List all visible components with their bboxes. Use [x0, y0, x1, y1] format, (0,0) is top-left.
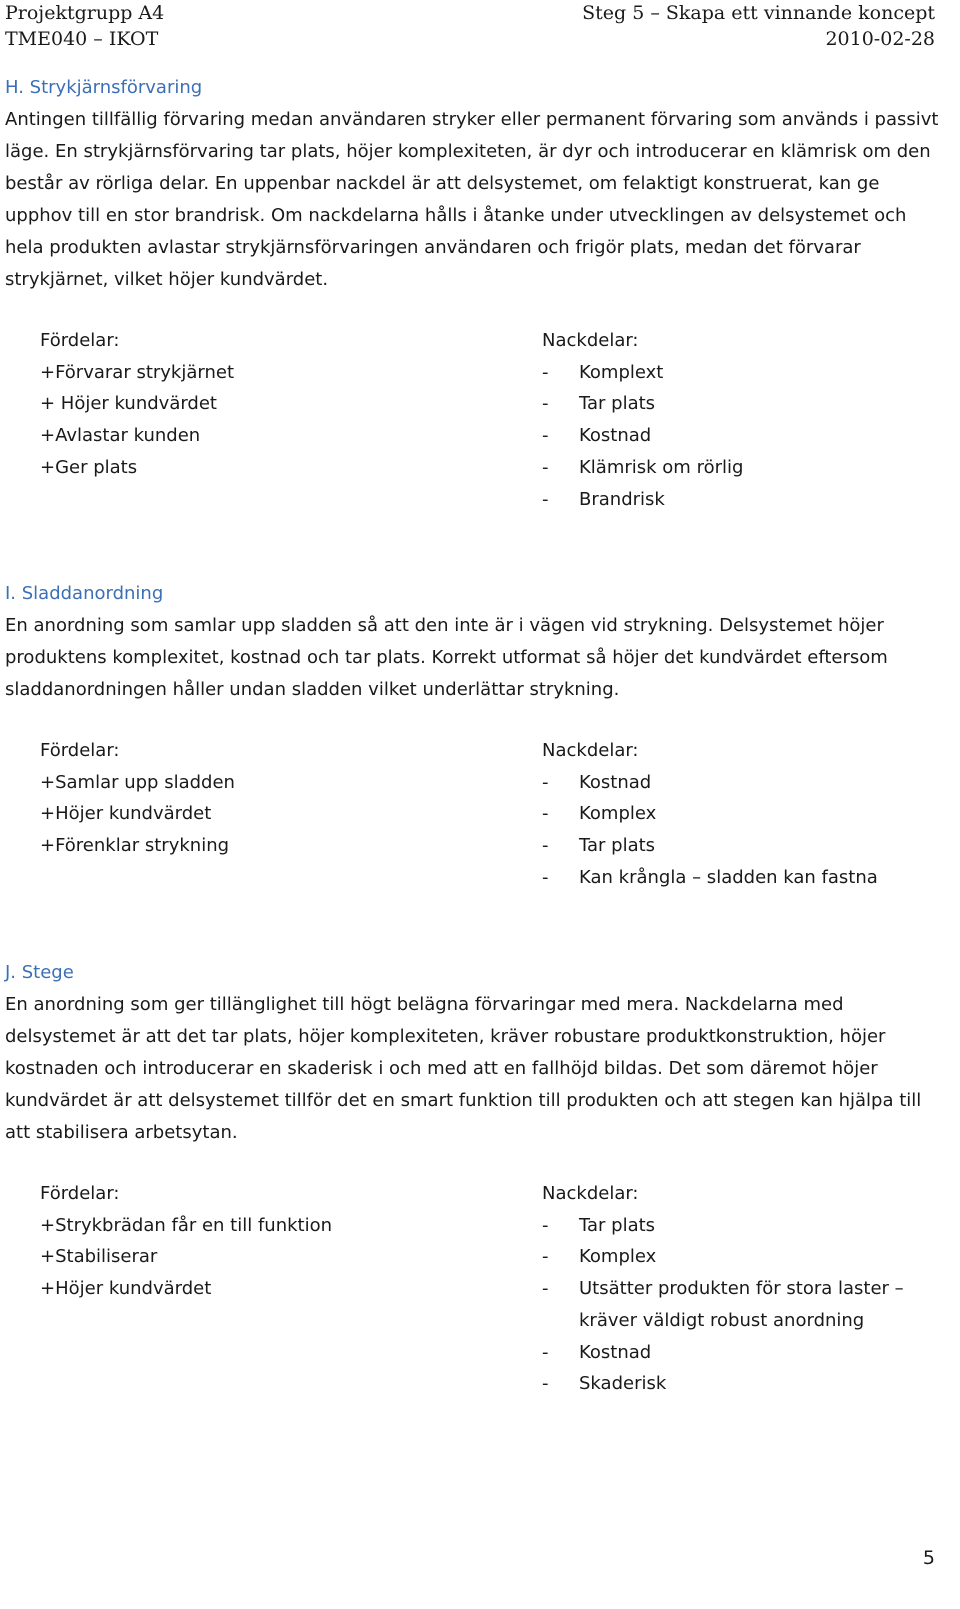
cons-item — [542, 1241, 922, 1273]
dash-bullet: - — [542, 488, 549, 510]
pros-item: +Samlar upp sladden — [40, 771, 235, 793]
dash-bullet: - — [542, 1278, 549, 1300]
cons-item-text: Skaderisk — [579, 1373, 667, 1395]
cons-item — [542, 484, 942, 516]
dash-bullet: - — [542, 425, 549, 447]
cons-item-text: Komplex — [579, 803, 657, 825]
pros-list — [40, 325, 510, 484]
cons-item — [542, 420, 942, 452]
pros-label: Fördelar: — [40, 740, 120, 761]
cons-item-text: Komplext — [579, 361, 664, 383]
cons-item-text: Utsätter produkten för stora laster – kräver väldigt robust anordning — [579, 1278, 904, 1331]
cons-item-text: Kostnad — [579, 771, 652, 793]
pros-item: +Höjer kundvärdet — [40, 1278, 212, 1300]
header-course-code: TME040 – IKOT — [5, 28, 159, 50]
cons-item — [542, 1273, 922, 1336]
header-left — [5, 0, 164, 52]
cons-list — [542, 325, 942, 515]
pros-item: +Höjer kundvärdet — [40, 803, 212, 825]
section-title: J. Stege — [5, 962, 74, 983]
pros-list — [40, 1178, 510, 1305]
pros-label: Fördelar: — [40, 330, 120, 351]
cons-label: Nackdelar: — [542, 330, 639, 351]
dash-bullet: - — [542, 771, 549, 793]
cons-item-text: Kostnad — [579, 1341, 652, 1363]
section-body: Antingen tillfällig förvaring medan användaren stryker eller permanent förvaring som används i passivt läge. En strykjärnsförvaring tar plats, höjer komplexiteten, är dyr och introducerar en klämrisk om den består av rörliga delar. En uppenbar nackdel är att delsystemet, om felaktigt konstruerat, kan ge upphov till en stor brandrisk. Om nackdelarna hålls i åtanke under utvecklingen av delsystemet och hela produkten avlastar strykjärnsförvaringen användaren och frigör plats, medan det förvarar strykjärnet, vilket höjer kundvärdet. — [5, 109, 939, 290]
pros-item: +Strykbrädan får en till funktion — [40, 1214, 333, 1236]
dash-bullet: - — [542, 1246, 549, 1268]
cons-item-text: Tar plats — [579, 393, 656, 415]
pros-item: +Förenklar strykning — [40, 835, 230, 857]
cons-item-text: Tar plats — [579, 835, 656, 857]
dash-bullet: - — [542, 361, 549, 383]
cons-item-text: Klämrisk om rörlig — [579, 456, 744, 478]
cons-label: Nackdelar: — [542, 1183, 639, 1204]
dash-bullet: - — [542, 866, 549, 888]
header-date: 2010-02-28 — [825, 28, 935, 50]
pros-item: + Höjer kundvärdet — [40, 393, 217, 415]
cons-list — [542, 1178, 922, 1400]
dash-bullet: - — [542, 1214, 549, 1236]
cons-item — [542, 1210, 922, 1242]
dash-bullet: - — [542, 1373, 549, 1395]
section-j — [5, 957, 940, 1149]
cons-item-text: Tar plats — [579, 1214, 656, 1236]
cons-item-text: Brandrisk — [579, 488, 665, 510]
pros-item: +Avlastar kunden — [40, 425, 201, 447]
header-project-group: Projektgrupp A4 — [5, 2, 165, 24]
dash-bullet: - — [542, 1341, 549, 1363]
cons-item-text: Komplex — [579, 1246, 657, 1268]
cons-item — [542, 830, 942, 862]
cons-item — [542, 862, 942, 894]
section-h — [5, 72, 940, 296]
cons-item — [542, 798, 942, 830]
pros-label: Fördelar: — [40, 1183, 120, 1204]
section-body: En anordning som samlar upp sladden så att den inte är i vägen vid strykning. Delsystemet höjer produktens komplexitet, kostnad och tar plats. Korrekt utformat så höjer det kundvärdet eftersom sladdanordningen håller undan sladden vilket underlättar strykning. — [5, 615, 888, 700]
cons-item — [542, 388, 942, 420]
cons-item-text: Kan krångla – sladden kan fastna — [579, 866, 878, 888]
pros-item: +Stabiliserar — [40, 1246, 158, 1268]
cons-item — [542, 767, 942, 799]
cons-item — [542, 452, 942, 484]
pros-item: +Ger plats — [40, 456, 138, 478]
cons-item — [542, 1337, 922, 1369]
section-i — [5, 578, 940, 706]
section-title: H. Strykjärnsförvaring — [5, 77, 203, 98]
cons-item — [542, 357, 942, 389]
pros-item: +Förvarar strykjärnet — [40, 361, 235, 383]
dash-bullet: - — [542, 393, 549, 415]
header-right — [582, 0, 935, 52]
cons-item-text: Kostnad — [579, 425, 652, 447]
pros-list — [40, 735, 510, 862]
cons-label: Nackdelar: — [542, 740, 639, 761]
page-number: 5 — [922, 1547, 935, 1569]
section-body: En anordning som ger tillänglighet till högt belägna förvaringar med mera. Nackdelarna med delsystemet är att det tar plats, höjer komplexiteten, kräver robustare produktkonstruktion, höjer kostnaden och introducerar en skaderisk i och med att en fallhöjd bildas. Det som däremot höjer kundvärdet är att delsystemet tillför det en smart funktion till produkten och att stegen kan hjälpa till att stabilisera arbetsytan. — [5, 994, 922, 1143]
cons-item — [542, 1368, 922, 1400]
dash-bullet: - — [542, 803, 549, 825]
header-step-title: Steg 5 – Skapa ett vinnande koncept — [582, 2, 935, 24]
cons-list — [542, 735, 942, 894]
section-title: I. Sladdanordning — [5, 583, 164, 604]
dash-bullet: - — [542, 835, 549, 857]
page-header — [5, 0, 935, 52]
dash-bullet: - — [542, 456, 549, 478]
